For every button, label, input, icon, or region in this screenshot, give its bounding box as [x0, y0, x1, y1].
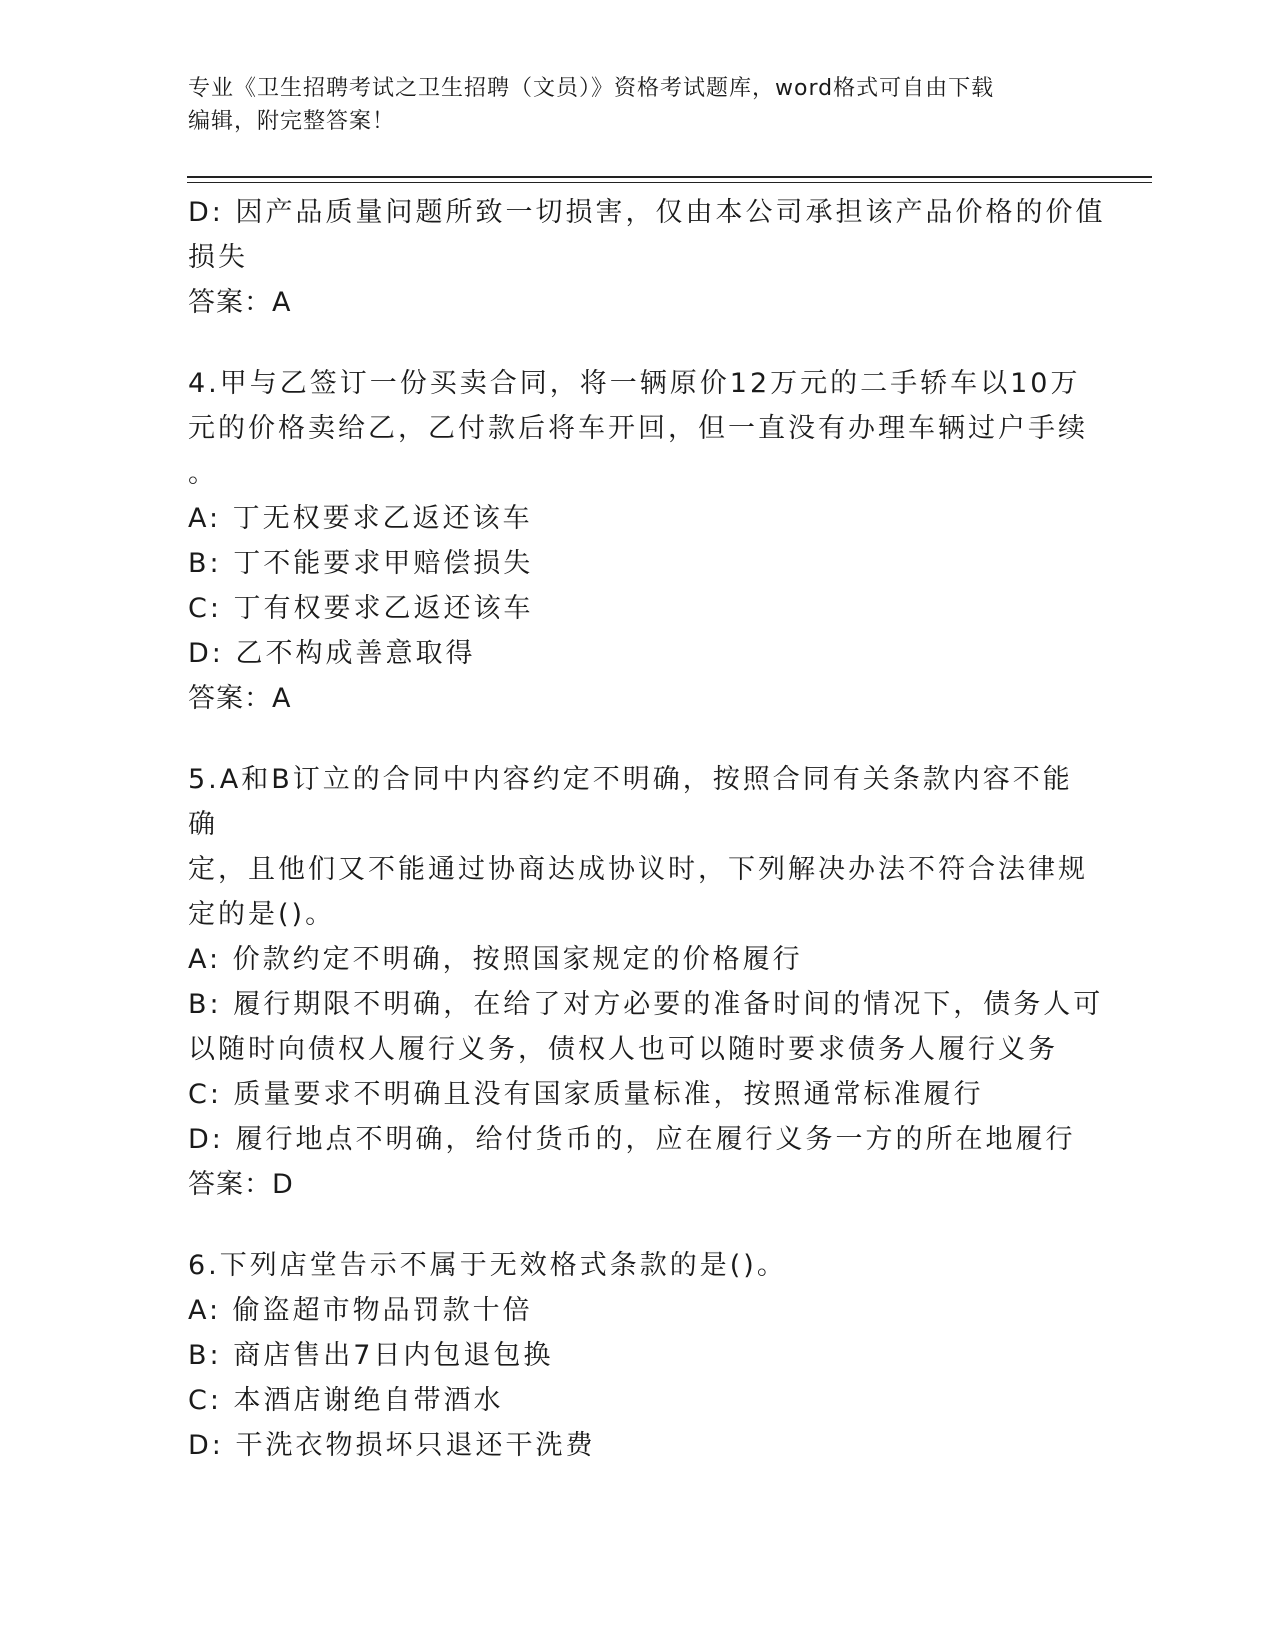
- question-5: [188, 757, 1104, 1207]
- document-body: [188, 190, 1106, 1468]
- q5-stem-line-2: 定，且他们又不能通过协商达成协议时，下列解决办法不符合法律规: [188, 854, 1088, 885]
- q6-option-a: A: 偷盗超市物品罚款十倍: [188, 1295, 533, 1326]
- q4-stem-line-2: 元的价格卖给乙，乙付款后将车开回，但一直没有办理车辆过户手续: [188, 413, 1088, 444]
- q5-stem-line-1: 5.A和B订立的合同中内容约定不明确，按照合同有关条款内容不能确: [188, 764, 1073, 840]
- header-line-2: 编辑，附完整答案！: [188, 109, 396, 134]
- q5-option-b-line-2: 以随时向债权人履行义务，债权人也可以随时要求债务人履行义务: [188, 1034, 1058, 1065]
- header-line-1: 专业《卫生招聘考试之卫生招聘（文员）》资格考试题库，word格式可自由下载: [188, 76, 995, 101]
- header-rule-thick: [187, 176, 1152, 178]
- page-header: [188, 72, 1088, 138]
- header-rule-thin: [187, 182, 1152, 183]
- q3-option-d-line-2: 损失: [188, 242, 248, 273]
- q5-answer: 答案：D: [188, 1169, 294, 1200]
- question-6: [188, 1243, 1088, 1468]
- q6-option-c: C: 本酒店谢绝自带酒水: [188, 1385, 504, 1416]
- q5-stem-line-3: 定的是()。: [188, 899, 336, 930]
- q6-option-d: D: 干洗衣物损坏只退还干洗费: [188, 1430, 596, 1461]
- q6-option-b: B: 商店售出7日内包退包换: [188, 1340, 554, 1371]
- q5-option-a: A: 价款约定不明确，按照国家规定的价格履行: [188, 944, 803, 975]
- q3-option-d-line-1: D: 因产品质量问题所致一切损害，仅由本公司承担该产品价格的价值: [188, 197, 1106, 228]
- q4-stem-line-3: 。: [188, 458, 218, 489]
- q4-answer: 答案：A: [188, 683, 292, 714]
- q4-option-c: C: 丁有权要求乙返还该车: [188, 593, 534, 624]
- question-3: [188, 190, 1106, 325]
- q4-stem-line-1: 4.甲与乙签订一份买卖合同，将一辆原价12万元的二手轿车以10万: [188, 368, 1081, 399]
- q4-option-d: D: 乙不构成善意取得: [188, 638, 476, 669]
- q3-answer: 答案：A: [188, 287, 292, 318]
- q5-option-c: C: 质量要求不明确且没有国家质量标准，按照通常标准履行: [188, 1079, 984, 1110]
- q6-stem: 6.下列店堂告示不属于无效格式条款的是()。: [188, 1250, 787, 1281]
- q5-option-d: D: 履行地点不明确，给付货币的，应在履行义务一方的所在地履行: [188, 1124, 1076, 1155]
- q5-option-b-line-1: B: 履行期限不明确，在给了对方必要的准备时间的情况下，债务人可: [188, 989, 1104, 1020]
- question-4: [188, 361, 1088, 721]
- q4-option-a: A: 丁无权要求乙返还该车: [188, 503, 533, 534]
- q4-option-b: B: 丁不能要求甲赔偿损失: [188, 548, 534, 579]
